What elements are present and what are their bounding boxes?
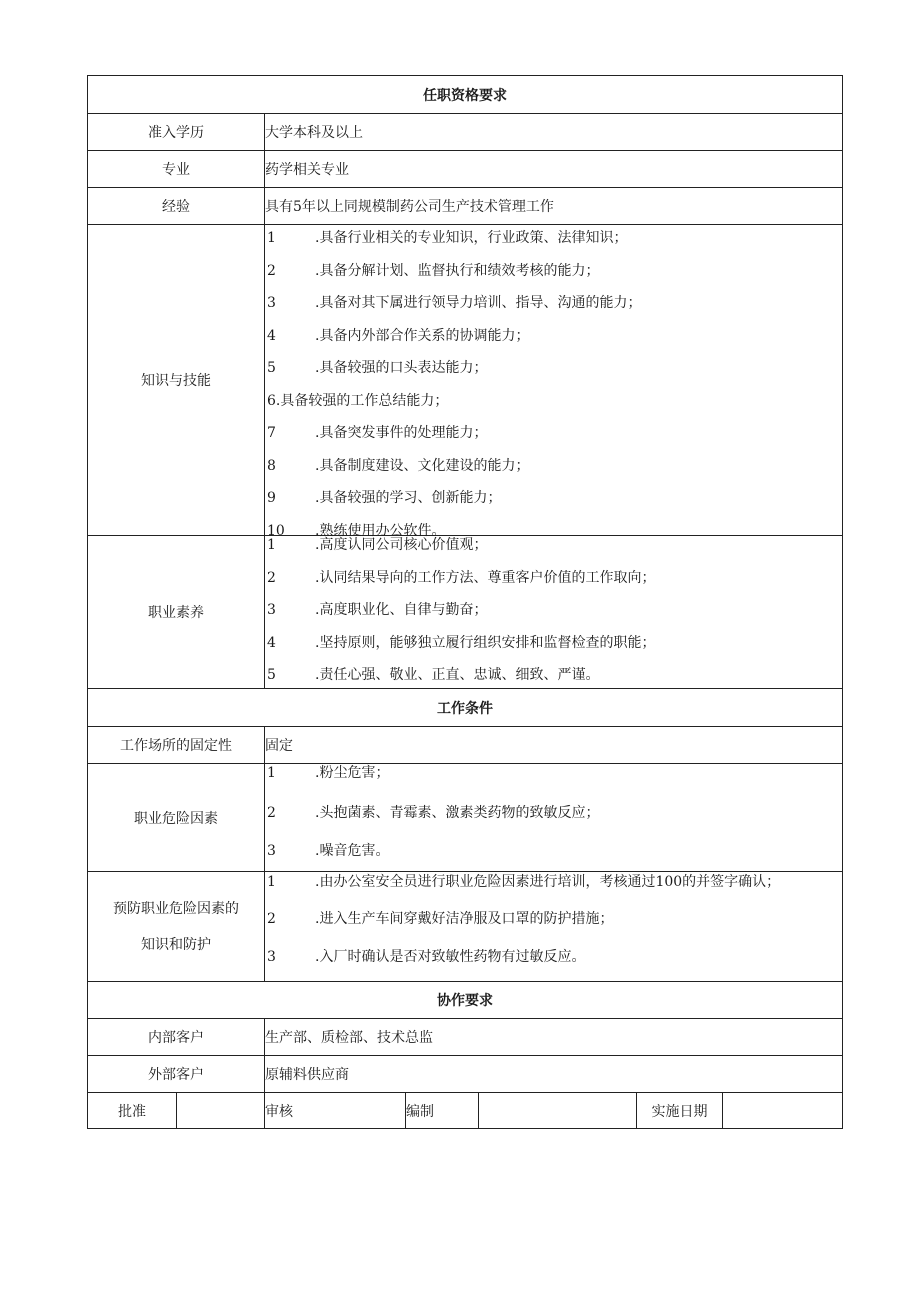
external-value: 原辅料供应商 <box>265 1056 843 1093</box>
experience-label: 经验 <box>88 188 265 225</box>
row-professionalism <box>88 536 843 689</box>
list-item: 8 .具备制度建设、文化建设的能力； <box>267 457 530 474</box>
row-hazards <box>88 764 843 872</box>
prevention-label-line2: 知识和防护 <box>141 936 211 953</box>
experience-value: 具有5年以上同规模制药公司生产技术管理工作 <box>265 188 843 225</box>
section-title-qualification: 任职资格要求 <box>88 76 843 114</box>
list-item: 1 .具备行业相关的专业知识，行业政策、法律知识； <box>267 230 628 246</box>
review-label: 审核 <box>265 1093 406 1129</box>
row-workplace <box>88 727 843 764</box>
list-item: 6.具备较强的工作总结能力； <box>267 392 449 409</box>
list-item: 2 .具备分解计划、监督执行和绩效考核的能力； <box>267 262 600 279</box>
hazards-list <box>265 764 842 868</box>
prevention-label-line1: 预防职业危险因素的 <box>113 900 239 917</box>
row-external-customers <box>88 1056 843 1093</box>
list-item: 3 .具备对其下属进行领导力培训、指导、沟通的能力； <box>267 295 642 311</box>
hazards-label: 职业危险因素 <box>88 764 265 872</box>
row-signoff <box>88 1093 843 1129</box>
list-item: 5 .责任心强、敬业、正直、忠诚、细致、严谨。 <box>267 667 600 683</box>
professionalism-label: 职业素养 <box>88 536 265 689</box>
list-item: 3 .高度职业化、自律与勤奋； <box>267 602 488 618</box>
prevention-list <box>265 872 842 980</box>
section-title-cooperation: 协作要求 <box>88 982 843 1019</box>
row-education <box>88 114 843 151</box>
education-label: 准入学历 <box>88 114 265 151</box>
list-item: 9 .具备较强的学习、创新能力； <box>267 490 502 506</box>
knowledge-list <box>265 225 842 539</box>
list-item: 2 .认同结果导向的工作方法、尊重客户价值的工作取向； <box>267 569 656 586</box>
external-label: 外部客户 <box>88 1056 265 1093</box>
row-experience <box>88 188 843 225</box>
workplace-label: 工作场所的固定性 <box>88 727 265 764</box>
major-label: 专业 <box>88 151 265 188</box>
education-value: 大学本科及以上 <box>265 114 843 151</box>
prevention-label <box>88 872 265 982</box>
internal-label: 内部客户 <box>88 1019 265 1056</box>
list-item: 2 .头抱菌素、青霉素、激素类药物的致敏反应； <box>267 805 600 821</box>
row-major <box>88 151 843 188</box>
list-item: 10 .熟练使用办公软件。 <box>267 522 446 539</box>
professionalism-list <box>265 536 842 688</box>
list-item: 1 .粉尘危害； <box>267 765 390 781</box>
list-item: 7 .具备突发事件的处理能力； <box>267 425 488 441</box>
approve-field[interactable] <box>177 1093 265 1129</box>
internal-value: 生产部、质检部、技术总监 <box>265 1019 843 1056</box>
row-knowledge <box>88 225 843 536</box>
effective-date-label: 实施日期 <box>637 1093 723 1129</box>
approve-label: 批准 <box>88 1093 177 1129</box>
compile-label: 编制 <box>406 1093 479 1129</box>
list-item: 4 .具备内外部合作关系的协调能力； <box>267 327 530 344</box>
job-requirements-table <box>87 75 843 1129</box>
list-item: 2 .进入生产车间穿戴好洁净服及口罩的防护措施； <box>267 911 614 927</box>
major-value: 药学相关专业 <box>265 151 843 188</box>
compile-field[interactable] <box>479 1093 637 1129</box>
list-item: 1 .高度认同公司核心价值观； <box>267 537 488 553</box>
knowledge-label: 知识与技能 <box>88 225 265 536</box>
effective-date-field[interactable] <box>723 1093 843 1129</box>
row-prevention <box>88 872 843 982</box>
list-item: 3 .入厂时确认是否对致敏性药物有过敏反应。 <box>267 949 586 965</box>
list-item: 3 .噪音危害。 <box>267 843 390 859</box>
list-item: 1 .由办公室安全员进行职业危险因素进行培训，考核通过100的并签字确认； <box>267 874 781 890</box>
list-item: 5 .具备较强的口头表达能力； <box>267 360 488 376</box>
workplace-value: 固定 <box>265 727 843 764</box>
row-internal-customers <box>88 1019 843 1056</box>
list-item: 4 .坚持原则，能够独立履行组织安排和监督检查的职能； <box>267 634 656 651</box>
section-title-conditions: 工作条件 <box>88 689 843 727</box>
